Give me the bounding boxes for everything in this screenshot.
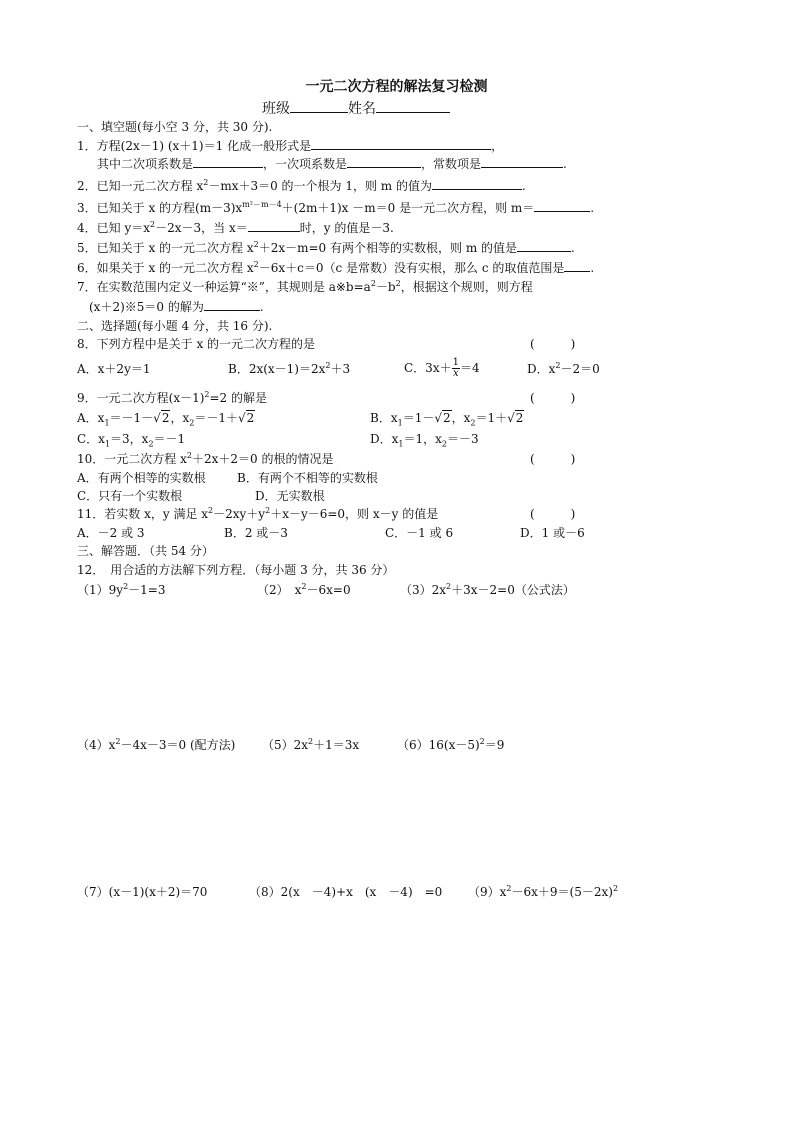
question-1: 1．方程(2x－1) (x＋1)＝1 化成一般形式是 ， — [77, 139, 504, 153]
q12-part-1: $(1)9y^2-1=3$ — [77, 582, 166, 597]
q7-blank[interactable] — [204, 298, 260, 311]
question-2: 2．已知一元二次方程 $x^2-mx+3=0$ 的一个根为 1，则 m 的值为 . — [77, 178, 526, 193]
q12-part-7: （7）(x－1)(x＋2)＝70 — [77, 885, 208, 899]
q9-answer-bracket[interactable]: ( ) — [530, 391, 576, 405]
q10-answer-bracket[interactable]: ( ) — [530, 452, 576, 466]
question-12-stem: 12． 用合适的方法解下列方程．（每小题 3 分，共 36 分） — [77, 563, 395, 577]
q6-blank[interactable] — [564, 259, 590, 272]
q9-option-d[interactable]: D．$x_1=1$，$x_2=-3$ — [370, 432, 479, 449]
question-11-stem: 11．若实数 x，y 满足 $x^2-2xy+y^2+x-y-6=0$，则 x－y 的值是 — [77, 506, 439, 521]
q5-blank[interactable] — [517, 239, 571, 252]
section3-heading: 三、解答题．（共 54 分） — [77, 544, 214, 558]
class-blank[interactable] — [290, 100, 348, 113]
question-5: 5．已知关于 x 的一元二次方程 $x^2+2x-m=0$ 有两个相等的实数根，则 m 的值是 . — [77, 240, 575, 255]
q8-option-d[interactable]: D．$x^2-2=0$ — [527, 361, 600, 376]
q1-blank-1[interactable] — [311, 137, 491, 150]
q1-blank-3[interactable] — [347, 155, 421, 168]
q12-part-9: $(9)x^2-6x+9=(5-2x)^2$ — [468, 884, 619, 899]
q1-blank-2[interactable] — [193, 155, 263, 168]
q10-option-c[interactable]: C．只有一个实数根 — [77, 489, 183, 503]
question-7: 7．在实数范围内定义一种运算“※”，其规则是 $a※b=a^2-b^2$，根据这个规则，则方程 — [77, 279, 533, 294]
question-3: 3．已知关于 x 的方程$(m-3)x^{m^2-m-4}+(2m+1)x -m=0$ 是一元二次方程，则 m＝ . — [77, 200, 595, 215]
question-7-cont: (x＋2)※5＝0 的解为 . — [89, 300, 264, 314]
name-label: 姓名 — [348, 101, 376, 117]
name-blank[interactable] — [376, 100, 450, 113]
q12-part-6: $(6)16(x-5)^2=9$ — [397, 737, 505, 752]
question-10-stem: 10．一元二次方程 $x^2+2x+2=0$ 的根的情况是 — [77, 451, 334, 466]
q8-answer-bracket[interactable]: ( ) — [530, 337, 576, 351]
q8-option-a[interactable]: A．x＋2y＝1 — [77, 362, 151, 376]
class-name-line — [262, 100, 450, 118]
q10-option-d[interactable]: D．无实数根 — [255, 489, 325, 503]
q12-part-3: $(3)2x^2+3x-2=0$（公式法） — [400, 582, 575, 597]
question-4: 4．已知 $y=x^2-2x-3$，当 x＝ 时，y 的值是－3. — [77, 220, 394, 235]
q11-option-d[interactable]: D．1 或－6 — [520, 526, 585, 540]
q9-option-a[interactable]: A．$x_1=-1-√2$，$x_2=-1+√2$ — [77, 411, 255, 428]
question-1-cont: 其中二次项系数是 ，一次项系数是 ，常数项是 . — [97, 157, 567, 171]
q2-blank[interactable] — [432, 177, 522, 190]
q11-option-a[interactable]: A．－2 或 3 — [77, 526, 145, 540]
question-6: 6．如果关于 x 的一元二次方程 $x^2-6x+c=0(c$ 是常数）没有实根，那么 c 的取值范围是 . — [77, 260, 595, 275]
q8-option-c[interactable]: C．3x＋ $\frac{1}{x}$ ＝4 — [404, 357, 480, 379]
q9-option-c[interactable]: C．$x_1=3$，$x_2=-1$ — [77, 432, 186, 449]
q12-part-2: （2） $x^2-6x=0$ — [257, 582, 351, 597]
q4-blank[interactable] — [248, 219, 300, 232]
q10-option-a[interactable]: A．有两个相等的实数根 — [77, 471, 206, 485]
q11-option-b[interactable]: B．2 或－3 — [224, 526, 288, 540]
q12-part-4: $(4)x^2-4x-3=0$ (配方法) — [77, 737, 236, 752]
q12-part-8: （8）2(x －4)+x (x －4) =0 — [249, 885, 443, 899]
q3-blank[interactable] — [534, 199, 590, 212]
question-8-stem: 8．下列方程中是关于 x 的一元二次方程的是 — [77, 337, 316, 351]
q1-blank-4[interactable] — [481, 155, 563, 168]
q12-part-5: $(5)2x^2+1=3x$ — [262, 737, 360, 752]
q8-option-b[interactable]: B．$2x(x-1)=2x^2+3$ — [228, 361, 351, 376]
q11-answer-bracket[interactable]: ( ) — [530, 507, 576, 521]
class-label: 班级 — [262, 101, 290, 117]
q10-option-b[interactable]: B．有两个不相等的实数根 — [237, 471, 378, 485]
section1-heading: 一、填空题(每小空 3 分，共 30 分). — [77, 120, 273, 134]
q9-option-b[interactable]: B．$x_1=1-√2$，$x_2=1+√2$ — [370, 411, 524, 428]
question-9-stem: 9．一元二次方程$(x-1)^2=2$ 的解是 — [77, 390, 268, 405]
section2-heading: 二、选择题(每小题 4 分，共 16 分). — [77, 319, 273, 333]
page-title: 一元二次方程的解法复习检测 — [305, 79, 488, 95]
q11-option-c[interactable]: C．－1 或 6 — [385, 526, 454, 540]
